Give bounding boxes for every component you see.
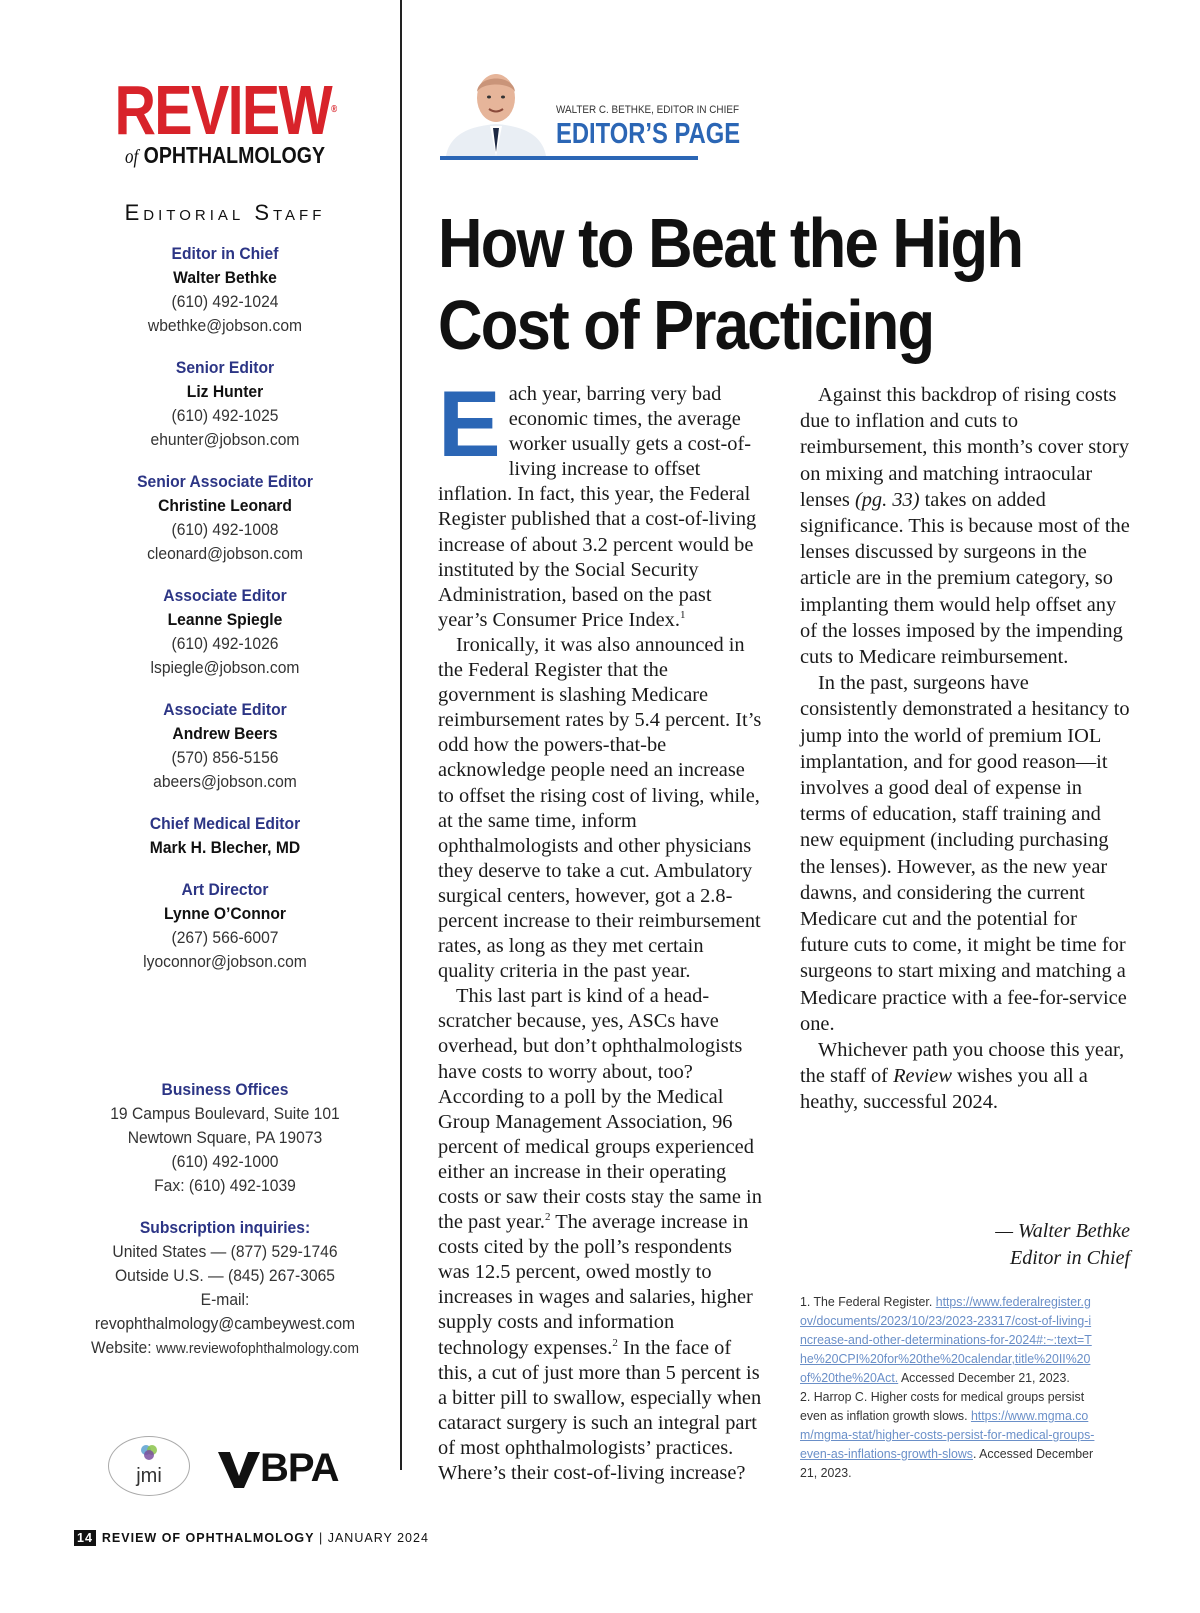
editor-photo xyxy=(440,64,552,156)
subscription-line: Outside U.S. — (845) 267-3065 xyxy=(115,1266,335,1285)
reference-item: 2. Harrop C. Higher costs for medical groups persist even as inflation growth slows. https://www.mgma.com/mgma-stat/higher-costs-persist-for-medical-groups-even-as-inflations-growth-slows. Accessed December 21, 2023. xyxy=(800,1389,1095,1480)
subscription-line: United States — (877) 529-1746 xyxy=(112,1242,338,1261)
staff-name: Liz Hunter xyxy=(186,382,264,401)
staff-email[interactable]: lyoconnor@jobson.com xyxy=(143,952,307,971)
drop-cap: E xyxy=(438,371,501,476)
subscription-heading: Subscription inquiries: xyxy=(139,1218,311,1237)
subscription-line: E-mail: xyxy=(200,1290,250,1309)
phone-line: (610) 492-1000 xyxy=(171,1152,279,1171)
business-offices-block xyxy=(70,1078,380,1198)
editors-page-header xyxy=(440,64,740,160)
staff-phone: (610) 492-1026 xyxy=(171,634,279,653)
jmi-dots-icon xyxy=(137,1443,161,1463)
article-paragraph: Ironically, it was also announced in the Federal Register that the government is slashing Medicare reimbursement rates by 5.4 percent. It’s odd how the powers-that-be acknowledge people need an increase to offset the rising cost of living, while, at the same time, inform ophthalmologists and other physicians they deserve to take a cut. Ambulatory surgical centers, however, got a 2.8-percent increase to their reimbursement rates, as long as they met certain quality criteria in the past year. xyxy=(438,633,762,983)
article-paragraph: This last part is kind of a head-scratcher because, yes, ASCs have overhead, but don’t ophthalmologists have costs to worry about, too? According to a poll by the Medical Group Management Association, 96 percent of medical groups experienced either an increase in their operating costs or saw their costs stay the same in the past year.$^2$ The average increase in costs cited by the poll’s respondents was 12.5 percent, owed mostly to increases in wages and salaries, higher supply costs and information technology expenses.$^2$ In the face of this, a cut of just more than 5 percent is a bitter pill to swallow, especially when cataract surgery is such an integral part of most ophthalmologists’ practices. Where’s their cost-of-living increase? xyxy=(438,985,762,1485)
article-paragraph: Whichever path you choose this year, the staff of Review wishes you all a heathy, successful 2024. xyxy=(800,1039,1125,1114)
staff-email[interactable]: ehunter@jobson.com xyxy=(150,430,300,449)
article-paragraph: Each year, barring very bad economic times, the average worker usually gets a cost-of-living increase to offset inflation. In fact, this year, the Federal Register published that a cost-of-living increase of about 3.2 percent would be instituted by the Social Security Administration, based on the past year’s Consumer Price Index.$^1$ xyxy=(438,371,757,631)
jmi-text: jmi xyxy=(136,1465,162,1487)
bpa-v-icon xyxy=(218,1450,260,1490)
staff-name: Leanne Spiegle xyxy=(167,610,283,629)
page-number: 14 xyxy=(74,1530,96,1546)
article-paragraph: In the past, surgeons have consistently demonstrated a hesitancy to jump into the world of premium IOL implantation, and for good reason—it involves a good deal of expense in terms of education, staff training and new equipment (including purchasing the lenses). However, as the new year dawns, and considering the current Medicare cut and the potential for future cuts to come, it might be time for surgeons to start mixing and matching a Medicare practice with a fee-for-service one. xyxy=(800,672,1130,1035)
staff-entry xyxy=(70,812,380,860)
staff-email[interactable]: abeers@jobson.com xyxy=(153,772,297,791)
bpa-logo: BPA xyxy=(218,1446,338,1491)
review-of-ophthalmology-logo: REVIEW® of OPHTHALMOLOGY xyxy=(114,71,336,168)
subscription-block xyxy=(70,1216,380,1361)
staff-entry xyxy=(70,356,380,452)
editors-page-label: EDITOR’S PAGE xyxy=(556,118,741,150)
staff-phone: (610) 492-1024 xyxy=(171,292,279,311)
staff-entry xyxy=(70,470,380,566)
reference-link[interactable]: https://www.mgma.com/mgma-stat/higher-costs-persist-for-medical-groups-even-as-inflations-growth-slows xyxy=(800,1408,1095,1461)
business-offices-heading: Business Offices xyxy=(161,1080,289,1099)
references xyxy=(800,1292,1095,1482)
address-line: Newtown Square, PA 19073 xyxy=(127,1128,323,1147)
editor-header-rule xyxy=(440,156,698,160)
staff-name: Christine Leonard xyxy=(158,496,292,515)
staff-entry xyxy=(70,242,380,338)
staff-role: Senior Associate Editor xyxy=(137,472,313,491)
staff-role: Editor in Chief xyxy=(171,244,279,263)
staff-phone: (610) 492-1025 xyxy=(171,406,279,425)
staff-name: Lynne O’Connor xyxy=(164,904,286,923)
page-footer: 14 REVIEW OF OPHTHALMOLOGY | JANUARY 2024 xyxy=(74,1530,429,1546)
website-line: Website: www.reviewofophthalmology.com xyxy=(91,1338,359,1357)
staff-phone: (570) 856-5156 xyxy=(171,748,279,767)
staff-entry xyxy=(70,878,380,974)
issue-date: JANUARY 2024 xyxy=(327,1531,429,1545)
article-column-2 xyxy=(800,382,1130,1116)
column-divider xyxy=(400,0,402,1470)
publication-name: REVIEW OF OPHTHALMOLOGY xyxy=(101,1531,315,1545)
staff-name: Walter Bethke xyxy=(173,268,277,287)
staff-email[interactable]: cleonard@jobson.com xyxy=(147,544,303,563)
editor-byline: WALTER C. BETHKE, EDITOR IN CHIEF xyxy=(556,104,739,116)
staff-name: Mark H. Blecher, MD xyxy=(149,838,301,857)
staff-phone: (267) 566-6007 xyxy=(171,928,279,947)
staff-role: Art Director xyxy=(181,880,269,899)
jmi-logo xyxy=(108,1436,190,1496)
reference-link[interactable]: https://www.federalregister.gov/documents/2023/10/23/2023-23317/cost-of-living-increase-and-other-determinations-for-2024#:~:text=The%20CPI%20for%20the%20calendar,title%20II%20of%20the%20Act. xyxy=(800,1294,1092,1385)
editorial-staff-heading: Editorial Staff xyxy=(124,200,326,225)
staff-role: Senior Editor xyxy=(175,358,275,377)
article-column-1 xyxy=(438,371,764,1486)
article-paragraph: Against this backdrop of rising costs due to inflation and cuts to reimbursement, this month’s cover story on mixing and matching intraocular lenses (pg. 33) takes on added significance. This is because most of the lenses discussed by surgeons in the article are in the premium category, so implanting them would help offset any of the losses imposed by the impending cuts to Medicare reimbursement. xyxy=(800,384,1130,669)
staff-name: Andrew Beers xyxy=(172,724,278,743)
fax-line: Fax: (610) 492-1039 xyxy=(154,1176,296,1195)
staff-entry xyxy=(70,698,380,794)
staff-role: Associate Editor xyxy=(163,700,287,719)
staff-email[interactable]: wbethke@jobson.com xyxy=(147,316,303,335)
staff-role: Chief Medical Editor xyxy=(149,814,301,833)
address-line: 19 Campus Boulevard, Suite 101 xyxy=(110,1104,340,1123)
reference-item: 1. The Federal Register. https://www.federalregister.gov/documents/2023/10/23/2023-23317/cost-of-living-increase-and-other-determinations-for-2024#:~:text=The%20CPI%20for%20the%20calendar,title%20II%20of%20the%20Act. Accessed December 21, 2023. xyxy=(800,1294,1092,1385)
signoff-name: — Walter Bethke xyxy=(995,1220,1130,1242)
staff-role: Associate Editor xyxy=(163,586,287,605)
signoff xyxy=(800,1218,1130,1272)
staff-entry xyxy=(70,584,380,680)
staff-phone: (610) 492-1008 xyxy=(171,520,279,539)
signoff-title: Editor in Chief xyxy=(1010,1247,1130,1269)
business-offices xyxy=(70,1078,380,1379)
member-logos xyxy=(108,1436,348,1500)
editorial-sidebar xyxy=(70,60,380,992)
website-link[interactable]: www.reviewofophthalmology.com xyxy=(155,1340,359,1357)
staff-email[interactable]: lspiegle@jobson.com xyxy=(150,658,300,677)
subscription-email[interactable]: revophthalmology@cambeywest.com xyxy=(94,1314,356,1333)
article-title: How to Beat the High Cost of Practicing xyxy=(438,204,1023,364)
